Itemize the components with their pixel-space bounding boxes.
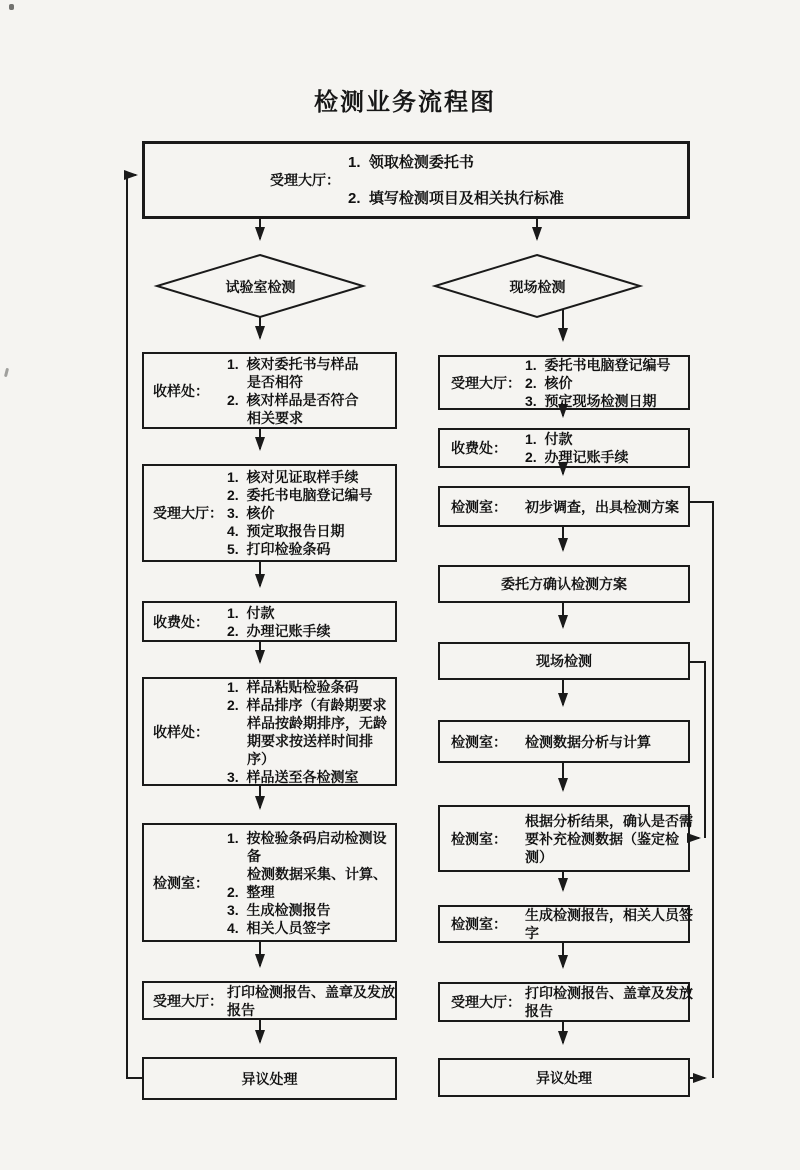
box-content — [340, 153, 687, 208]
box-content-line: 2. 委托书电脑登记编号 — [227, 487, 373, 503]
box-content-line: 3. 核价 — [227, 505, 275, 521]
box-content-line: 打印检测报告、盖章及发放 — [227, 983, 395, 1000]
box-content — [227, 468, 395, 558]
box-content-line: 相关要求 — [247, 409, 303, 426]
box-content-line: 样品按龄期排序，无龄 — [247, 714, 387, 731]
loop-right-inner-line — [690, 662, 705, 838]
box-label: 检测室： — [451, 733, 507, 750]
box-content-line: 4. 相关人员签字 — [227, 919, 331, 936]
box-label: 受理大厅： — [270, 172, 340, 188]
box-content — [525, 906, 693, 942]
box-content: 异议处理 — [241, 1070, 298, 1087]
box-content-line: 3. 生成检测报告 — [227, 901, 331, 918]
box-label: 检测室： — [451, 830, 507, 847]
box-content — [227, 355, 395, 427]
flow-box-left-dispute — [142, 1057, 397, 1100]
flow-box-left-testroom — [142, 823, 397, 942]
box-label: 检测室： — [451, 498, 507, 515]
box-label: 收样处： — [153, 382, 209, 399]
box-content-line: 期要求按送样时间排 — [247, 732, 373, 749]
box-content-line: 1. 领取检测委托书 — [348, 153, 474, 171]
box-content — [525, 498, 688, 516]
box-content-line: 检测数据采集、计算、 — [247, 865, 387, 882]
page-title: 检测业务流程图 — [314, 89, 496, 116]
flow-box-left-sample-check — [142, 352, 397, 429]
box-content-line: 报告 — [227, 1001, 255, 1018]
box-content — [227, 829, 395, 937]
box-label: 收费处： — [153, 613, 209, 630]
box-content-line: 字 — [525, 925, 539, 941]
box-content-line: 测） — [525, 848, 553, 865]
box-content-line: 1. 样品粘贴检验条码 — [227, 678, 359, 695]
box-content-line: 4. 预定取报告日期 — [227, 523, 345, 539]
box-content — [525, 733, 688, 751]
box-label: 受理大厅： — [451, 374, 521, 391]
box-label: 受理大厅： — [451, 994, 521, 1010]
flow-box-left-sample-sort — [142, 677, 397, 786]
box-content: 现场检测 — [536, 653, 592, 669]
diamond-label-lab: 试验室检测 — [225, 279, 296, 295]
box-content-line: 报告 — [525, 1003, 553, 1019]
box-content-line: 5. 打印检验条码 — [227, 541, 331, 557]
flow-box-right-report-sign — [438, 905, 693, 943]
diamond-label-onsite: 现场检测 — [509, 279, 566, 295]
box-content-line: 要补充检测数据（鉴定检 — [525, 830, 679, 847]
flow-box-left-cashier — [142, 601, 397, 642]
loop-left-dispute-to-top — [127, 175, 142, 1078]
box-content-line: 生成检测报告，相关人员签 — [525, 907, 693, 923]
flow-box-right-dispute — [438, 1058, 690, 1097]
box-content-line: 1. 付款 — [227, 604, 275, 621]
box-content — [227, 678, 395, 786]
loop-right-outer-line — [690, 502, 713, 1078]
box-content-line: 是否相符 — [247, 373, 303, 390]
flow-box-right-cashier — [438, 428, 690, 468]
box-label: 受理大厅： — [153, 992, 223, 1009]
flow-box-reception-top — [142, 141, 690, 219]
flow-box-right-client-confirm — [438, 565, 690, 603]
box-content-line: 根据分析结果，确认是否需 — [525, 812, 693, 829]
box-label: 检测室： — [153, 874, 209, 891]
box-label: 检测室： — [451, 916, 507, 932]
box-content-line: 初步调查，出具检测方案 — [525, 498, 679, 515]
box-content-line: 备 — [247, 847, 261, 864]
box-content: 委托方确认检测方案 — [501, 576, 627, 592]
box-content-line: 2. 办理记账手续 — [525, 449, 629, 465]
box-content-line: 检测数据分析与计算 — [525, 733, 651, 750]
box-label: 收费处： — [451, 440, 507, 456]
flow-box-right-investigation — [438, 486, 690, 527]
box-content-line: 序） — [247, 750, 275, 767]
box-content: 异议处理 — [536, 1069, 592, 1086]
box-content-line: 2. 样品排序（有龄期要求 — [227, 696, 387, 713]
flow-box-right-reception — [438, 355, 690, 410]
flow-box-right-onsite-testing — [438, 642, 690, 680]
flow-box-right-supplement-decision — [438, 805, 693, 872]
box-content — [227, 604, 395, 640]
flow-box-left-report-issue — [142, 981, 397, 1020]
box-content — [525, 430, 688, 466]
box-content-line: 2. 核价 — [525, 374, 573, 391]
box-content-line: 2. 核对样品是否符合 — [227, 391, 359, 408]
box-content-line: 打印检测报告、盖章及发放 — [525, 985, 693, 1001]
box-content-line: 1. 按检验条码启动检测设 — [227, 829, 387, 846]
box-content — [525, 984, 693, 1020]
box-content-line: 2. 办理记账手续 — [227, 622, 331, 639]
box-content-line: 1. 委托书电脑登记编号 — [525, 356, 671, 373]
box-content-line: 2. 整理 — [227, 883, 275, 900]
flow-box-right-report-issue — [438, 982, 693, 1022]
box-content-line: 3. 预定现场检测日期 — [525, 392, 657, 409]
flow-box-left-reception — [142, 464, 397, 562]
box-content — [227, 983, 395, 1019]
box-label: 受理大厅： — [153, 505, 223, 521]
box-content-line: 1. 核对委托书与样品 — [227, 355, 359, 372]
box-content — [525, 356, 688, 410]
box-content-line: 3. 样品送至各检测室 — [227, 768, 359, 785]
flow-box-right-data-analysis — [438, 720, 690, 763]
box-content-line: 2. 填写检测项目及相关执行标准 — [348, 189, 564, 207]
box-label: 收样处： — [153, 723, 209, 740]
box-content — [525, 812, 693, 866]
box-content-line: 1. 核对见证取样手续 — [227, 469, 359, 485]
box-content-line: 1. 付款 — [525, 431, 573, 447]
